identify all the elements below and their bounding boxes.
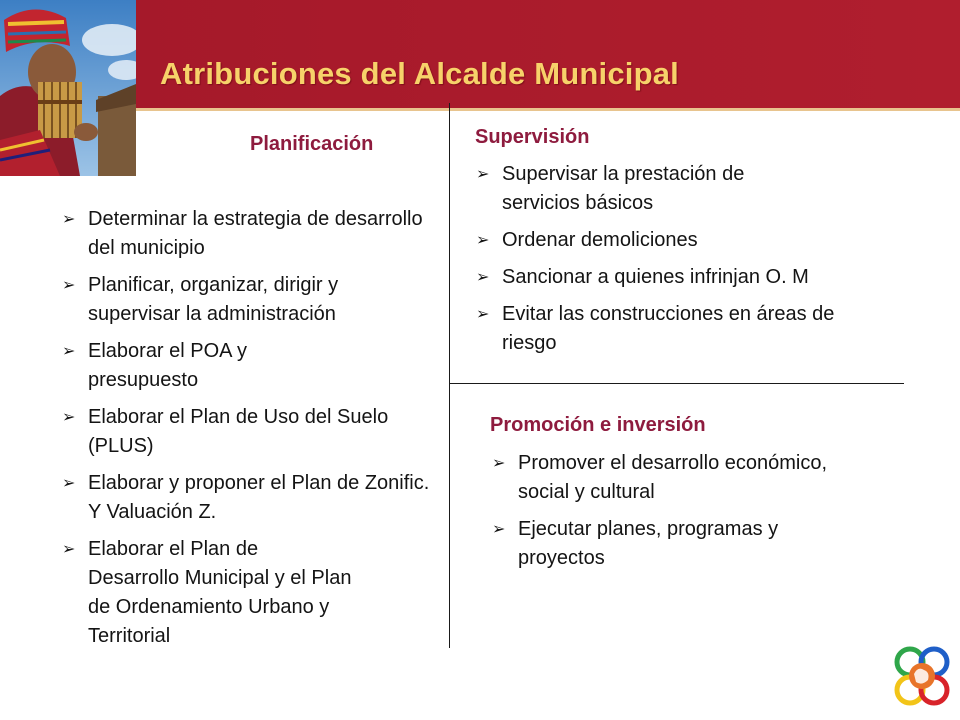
arrow-bullet-icon: ➢ — [492, 455, 506, 472]
arrow-bullet-icon: ➢ — [476, 306, 490, 323]
arrow-bullet-icon: ➢ — [62, 343, 76, 360]
arrow-bullet-icon: ➢ — [62, 409, 76, 426]
list-item: ➢ Ordenar demoliciones — [476, 226, 916, 255]
arrow-bullet-icon: ➢ — [62, 277, 76, 294]
section-divider — [450, 383, 904, 384]
list-item: ➢ Elaborar el Plan de Uso del Suelo (PLUS) — [62, 403, 432, 461]
supervision-list — [476, 160, 916, 366]
banner-underline — [136, 108, 960, 111]
list-item: ➢ Supervisar la prestación de servicios básicos — [476, 160, 916, 218]
promocion-list — [492, 449, 852, 581]
column-divider — [449, 103, 450, 648]
arrow-bullet-icon: ➢ — [492, 521, 506, 538]
list-item: ➢ Determinar la estrategia de desarrollo del municipio — [62, 205, 432, 263]
list-item: ➢ Elaborar el Plan de Desarrollo Municipal y el Plan de Ordenamiento Urbano y Territorial — [62, 535, 432, 651]
list-item: ➢ Evitar las construcciones en áreas de riesgo — [476, 300, 916, 358]
panpipe-player-photo — [0, 0, 136, 176]
planificacion-list — [62, 205, 432, 659]
slide-title: Atribuciones del Alcalde Municipal — [160, 56, 679, 91]
planificacion-heading: Planificación — [250, 133, 374, 155]
list-item: ➢ Promover el desarrollo económico, social y cultural — [492, 449, 852, 507]
list-item: ➢ Ejecutar planes, programas y proyectos — [492, 515, 852, 573]
arrow-bullet-icon: ➢ — [62, 475, 76, 492]
list-item: ➢ Elaborar el POA y presupuesto — [62, 337, 432, 395]
list-item: ➢ Sancionar a quienes infrinjan O. M — [476, 263, 916, 292]
arrow-bullet-icon: ➢ — [62, 211, 76, 228]
interlocking-rings-logo — [888, 642, 956, 712]
arrow-bullet-icon: ➢ — [62, 541, 76, 558]
list-item: ➢ Elaborar y proponer el Plan de Zonific. Y Valuación Z. — [62, 469, 432, 527]
promocion-heading: Promoción e inversión — [490, 414, 706, 436]
arrow-bullet-icon: ➢ — [476, 269, 490, 286]
supervision-heading: Supervisión — [475, 126, 590, 148]
list-item: ➢ Planificar, organizar, dirigir y supervisar la administración — [62, 271, 432, 329]
arrow-bullet-icon: ➢ — [476, 232, 490, 249]
arrow-bullet-icon: ➢ — [476, 166, 490, 183]
